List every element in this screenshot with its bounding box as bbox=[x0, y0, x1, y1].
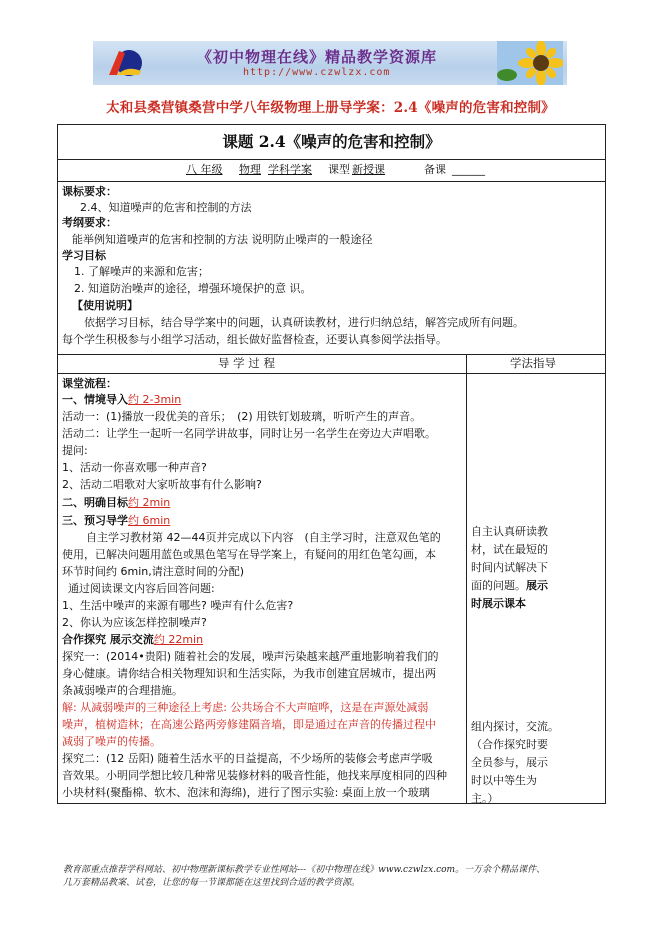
section-heading: 一、情境导入约 2-3min bbox=[62, 393, 182, 406]
activity-line: 活动一：(1)播放一段优美的音乐； (2) 用铁钉划玻璃，听听产生的声音。 bbox=[62, 410, 422, 423]
prep-label: 备课 bbox=[424, 163, 446, 176]
explore-text: 探究二：(12 岳阳) 随着生活水平的日益提高，不少场所的装修会考虑声学吸 bbox=[62, 752, 433, 765]
guide-column-header: 学法指导 bbox=[510, 356, 556, 370]
prep-value: ______ bbox=[452, 163, 485, 176]
question-line: 2、活动二唱歌对大家听故事有什么影响? bbox=[62, 478, 262, 491]
question-prompt: 提问: bbox=[62, 444, 88, 457]
column-header-row bbox=[58, 354, 605, 374]
answer-text: 减弱了噪声的传播。 bbox=[62, 735, 161, 748]
banner-title: 《初中物理在线》精品教学资源库 bbox=[197, 48, 438, 66]
explore-text: 小块材料(聚酯棉、软木、泡沫和海绵)，进行了图示实验: 桌面上放一个玻璃 bbox=[62, 786, 430, 799]
guide-text: 自主认真研读教 bbox=[471, 525, 548, 538]
guide-text: 时展示课本 bbox=[471, 597, 526, 610]
footer-line: 几万套精品教案、试卷，让您的每一节课都能在这里找到合适的教学资源。 bbox=[63, 878, 361, 888]
guide-text: 面的问题。展示 bbox=[471, 579, 548, 592]
time-note: 约 2min bbox=[128, 496, 171, 509]
explore-text: 音效果。小明同学想比较几种常见装修材料的吸音性能，他找来厚度相同的四种 bbox=[62, 769, 447, 782]
reading-question: 1、生活中噪声的来源有哪些? 噪声有什么危害? bbox=[62, 599, 294, 612]
footer-line: 教育部重点推荐学科网站、初中物理新课标教学专业性网站---《初中物理在线》www.czwlzx.com。一万余个精品课件、 bbox=[63, 865, 546, 875]
activity-line: 活动二：让学生一起听一名同学讲故事，同时让另一名学生在旁边大声唱歌。 bbox=[62, 427, 436, 440]
study-guide-table bbox=[57, 124, 606, 804]
curriculum-label: 课标要求： bbox=[62, 185, 117, 198]
site-logo-icon bbox=[103, 45, 145, 81]
subject-value: 物理 bbox=[239, 163, 261, 176]
requirements-section bbox=[58, 181, 605, 355]
site-banner bbox=[93, 41, 567, 85]
banner-url[interactable]: http://www.czwlzx.com bbox=[243, 67, 391, 78]
goal-item: 2. 知道防治噪声的途径，增强环境保护的意 识。 bbox=[74, 282, 312, 295]
lesson-meta-row bbox=[58, 159, 605, 182]
lesson-type-label: 课型 bbox=[328, 163, 350, 176]
usage-text: 每个学生积极参与小组学习活动，组长做好监督检查，还要认真参阅学法指导。 bbox=[62, 333, 447, 346]
document-heading: 太和县桑营镇桑营中学八年级物理上册导学案：2.4《噪声的危害和控制》 bbox=[106, 100, 555, 116]
section-heading: 合作探究 展示交流约 22min bbox=[62, 633, 204, 646]
coop-guide-text: 组内探讨，交流。 bbox=[471, 720, 559, 733]
time-note: 约 6min bbox=[128, 514, 171, 527]
method-guide-column bbox=[467, 373, 605, 803]
sunflower-icon bbox=[497, 41, 563, 85]
explore-text: 身心健康。请你结合相关物理知识和生活实际，为我市创建宜居城市，提出两 bbox=[62, 667, 436, 680]
plan-type-value: 学科学案 bbox=[268, 163, 312, 176]
explore-text: 探究一：(2014•贵阳) 随着社会的发展，噪声污染越来越严重地影响着我们的 bbox=[62, 650, 439, 663]
guide-text: 时间内试解决下 bbox=[471, 561, 548, 574]
goal-item: 1. 了解噪声的来源和危害； bbox=[74, 265, 209, 278]
coop-guide-text: 时以中等生为 bbox=[471, 774, 537, 787]
grade-value: 八 年级 bbox=[186, 163, 223, 176]
goals-label: 学习目标 bbox=[62, 249, 106, 262]
coop-guide-text: 主。） bbox=[471, 792, 499, 805]
time-note: 约 2-3min bbox=[128, 393, 182, 406]
lesson-type-value: 新授课 bbox=[352, 163, 385, 176]
reading-question: 2、你认为应该怎样控制噪声? bbox=[62, 616, 207, 629]
question-line: 1、活动一你喜欢哪一种声音? bbox=[62, 461, 207, 474]
self-study-text: 使用，已解决问题用蓝色或黑色笔写在导学案上，有疑问的用红色笔勾画，本 bbox=[62, 548, 436, 561]
explore-text: 条减弱噪声的合理措施。 bbox=[62, 684, 183, 697]
answer-text: 解: 从减弱噪声的三种途径上考虑: 公共场合不大声喧哗，这是在声源处减弱 bbox=[62, 701, 429, 714]
guided-process-column bbox=[58, 373, 466, 803]
coop-guide-text: 全员参与，展示 bbox=[471, 756, 548, 769]
self-study-text: 自主学习教材第 42—44页并完成以下内容 (自主学习时，注意双色笔的 bbox=[86, 531, 441, 544]
coop-guide-text: （合作探究时要 bbox=[471, 738, 548, 751]
exam-text: 能举例知道噪声的危害和控制的方法 说明防止噪声的一般途径 bbox=[72, 233, 373, 246]
reading-prompt: 通过阅读课文内容后回答问题: bbox=[68, 582, 215, 595]
exam-label: 考纲要求： bbox=[62, 216, 117, 229]
guide-text: 材，试在最短的 bbox=[471, 543, 548, 556]
usage-text: 依据学习目标，结合导学案中的问题，认真研读教材，进行归纳总结，解答完成所有问题。 bbox=[84, 316, 524, 329]
section-heading: 二、明确目标约 2min bbox=[62, 496, 171, 509]
usage-label: 【使用说明】 bbox=[72, 299, 138, 312]
answer-text: 噪声，植树造林；在高速公路两旁修建隔音墙，即是通过在声音的传播过程中 bbox=[62, 718, 436, 731]
self-study-text: 环节时间约 6min,请注意时间的分配) bbox=[62, 565, 245, 578]
curriculum-text: 2.4、知道噪声的危害和控制的方法 bbox=[80, 201, 252, 214]
time-note: 约 22min bbox=[153, 633, 204, 646]
lesson-title: 课题 2.4《噪声的危害和控制》 bbox=[58, 125, 605, 160]
process-column-header: 导 学 过 程 bbox=[218, 356, 275, 370]
page-footer bbox=[63, 864, 623, 890]
section-heading: 三、预习导学约 6min bbox=[62, 514, 171, 527]
flow-label: 课堂流程： bbox=[62, 377, 117, 390]
